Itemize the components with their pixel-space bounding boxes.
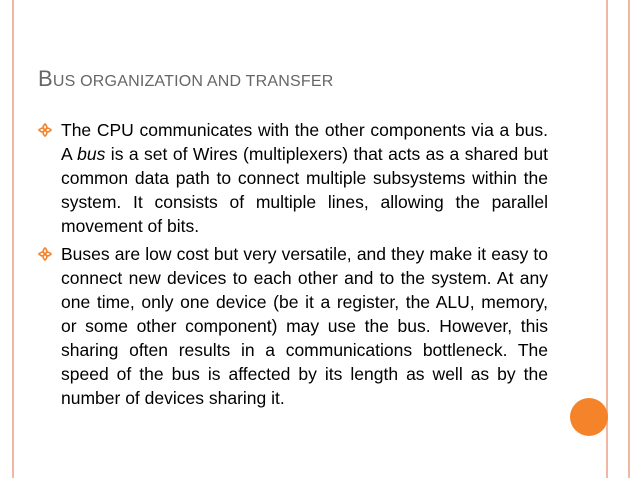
right-border-line-inner <box>606 0 608 478</box>
slide-body <box>38 118 548 414</box>
bullet-item <box>38 242 548 410</box>
title-initial: B <box>38 66 53 91</box>
flower-bullet-icon <box>38 247 52 261</box>
bullet-text-before: Buses are low cost but very versatile, and they make it easy to connect new devices to each other and to the system. At any one time, only one device (be it a register, the ALU, memory, or some other component) may use the bus. However, this sharing often results in a communications bottleneck. The speed of the bus is affected by its length as well as by the number of devices sharing it. <box>61 244 548 408</box>
bullet-item <box>38 118 548 238</box>
bullet-text-emphasis: bus <box>77 144 106 164</box>
left-border-line <box>12 0 14 478</box>
title-rest: US ORGANIZATION AND TRANSFER <box>52 73 334 90</box>
bullet-text-before: The CPU communicates with the other components via a bus. A <box>61 120 548 164</box>
bullet-text-after: is a set of Wires (multiplexers) that acts as a shared but common data path to connect multiple subsystems within the system. It consists of multiple lines, allowing the parallel movement of bits. <box>61 144 548 236</box>
flower-bullet-icon <box>38 123 52 137</box>
orange-circle-decoration <box>570 398 608 436</box>
slide-title <box>38 66 333 92</box>
right-border-line-outer <box>628 0 630 478</box>
